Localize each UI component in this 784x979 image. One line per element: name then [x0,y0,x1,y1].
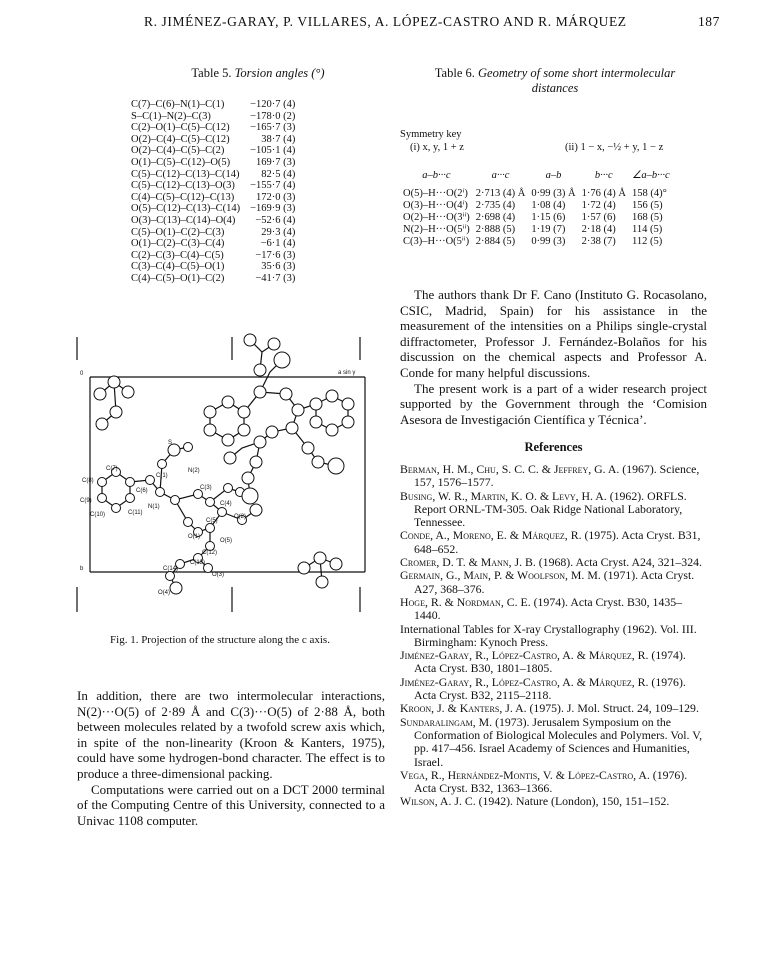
torsion-atoms: S–C(1)–N(2)–C(3) [131,110,211,122]
torsion-atoms: C(2)–C(3)–C(4)–C(5) [131,249,224,261]
figure-caption: Fig. 1. Projection of the structure along the c axis. [110,634,330,646]
fig-label-C13: C(13) [190,560,206,566]
paragraph-intermolecular: In addition, there are two intermolecular interactions, N(2)···O(5) of 2·89 Å and C(3)···O(5) of 2·88 Å, both between molecules related by a twofold screw axis which, in spite of the non-linearity (Kroon & Kanters, 1975), could have some hydrogen-bond character. The effect is to produce a three-dimensional packing. [77,688,385,781]
reference-source: (1976). Acta Cryst. B32, 2115–2118. [414,674,686,703]
geometry-cell: 0·99 (3) [531,236,566,247]
torsion-row [131,203,295,215]
geometry-cell: 158 (4)° [631,188,667,199]
reference-source: ORFLS. Report ORNL-TM-305. Oak Ridge National Laboratory, Tennessee. [414,488,687,530]
torsion-row [131,169,295,181]
torsion-row [131,227,295,239]
geometry-cell: 168 (5) [631,212,663,223]
torsion-atoms: C(4)–C(5)–C(12)–C(13) [131,191,235,203]
structure-projection [60,332,380,622]
reference-authors: Jiménez-Garay, R., López-Castro, A. & Márquez, R. [400,674,649,689]
fig-origin-label: 0 [80,371,84,377]
reference-source: International Tables for X-ray Crystallography (1962). Vol. III. Birmingham: Kynoch Press. [400,621,697,649]
table5-label: Table 5. [191,66,232,80]
torsion-angle: 82·5 (4) [261,168,296,180]
left-body-text [77,688,385,828]
reference-item [400,649,707,676]
torsion-angle: −6·1 (4) [260,238,296,250]
torsion-atoms: O(1)–C(5)–C(12)–O(5) [131,156,231,168]
geometry-row [400,200,673,212]
geometry-cell: 156 (5) [631,200,663,211]
reference-item [400,623,707,650]
torsion-row [131,261,295,273]
torsion-atoms: O(2)–C(4)–C(5)–C(2) [131,145,225,157]
torsion-atoms: C(2)–O(1)–C(5)–C(12) [131,122,230,134]
table6-caption [400,66,710,96]
geometry-cell: 1·08 (4) [531,200,566,211]
geometry-row [400,236,673,248]
reference-authors: Hoge, R. & Nordman, C. E. (1974). [400,594,568,609]
geometry-header: a–b [545,170,562,181]
fig-label-N2: N(2) [188,468,200,474]
table6-label: Table 6. [434,66,475,80]
torsion-atoms: C(3)–C(4)–C(5)–O(1) [131,261,225,273]
paragraph-acknowledgements: The authors thank Dr F. Cano (Instituto G. Rocasolano, CSIC, Madrid, Spain) for his assistance in the measurement of the intensities on a Philips single-crystal diffractometer, Professor J. Fernández-Bolaños for his discussion on the chemical aspects and Professor A. Conde for many helpful discussions. [400,287,707,380]
geometry-cell: 1·76 (4) Å [581,188,626,199]
torsion-row [131,180,295,192]
fig-label-C6: C(6) [136,488,148,494]
reference-authors: Cromer, D. T. & Mann, J. B. (1968). [400,555,574,570]
fig-label-S: S [168,440,173,446]
torsion-table [131,99,295,285]
reference-source: Nature (London), 150, 151–152. [515,794,670,809]
references-heading: References [524,440,583,454]
torsion-angle: −178·0 (2) [250,110,296,122]
geometry-cell: 2·888 (5) [475,224,516,235]
fig-label-C10: C(10) [90,512,106,518]
fig-b-axis-label: b [80,566,84,572]
geometry-header: a–b···c [422,170,451,181]
torsion-row [131,157,295,169]
table5 [128,66,388,285]
torsion-angle: 29·3 (4) [261,226,296,238]
reference-item [400,676,707,703]
reference-item [400,463,707,490]
reference-source: Acta Cryst. A27, 368–376. [414,568,695,596]
torsion-angle: −169·9 (3) [250,203,296,215]
reference-source: Science, 157, 1576–1577. [414,462,700,490]
geometry-row [400,188,673,200]
table5-title: Torsion angles (°) [234,66,325,80]
right-body-text [400,287,707,427]
reference-authors: Conde, A., Moreno, E. & Márquez, R. (1975). [400,528,619,543]
fig-label-O1: O(1) [188,534,200,540]
fig-label-C5: C(5) [206,518,218,524]
fig-label-C9: C(9) [80,498,92,504]
geometry-cell: 2·698 (4) [475,212,516,223]
geometry-cell: 2·713 (4) Å [475,188,526,199]
geometry-cell: 1·15 (6) [531,212,566,223]
reference-authors: Sundaralingam, M. (1973). [400,714,530,729]
torsion-row [131,122,295,134]
fig-label-C8: C(8) [82,478,94,484]
geometry-cell: 1·72 (4) [581,200,616,211]
torsion-atoms: O(3)–C(13)–C(14)–O(4) [131,214,236,226]
geometry-cell: C(3)–H···O(5ⁱⁱ) [403,236,470,247]
torsion-row [131,111,295,123]
geometry-cell: O(5)–H···O(2ⁱ) [403,188,468,199]
torsion-atoms: C(5)–O(1)–C(2)–C(3) [131,226,225,238]
symmetry-key-label: Symmetry key [400,129,462,140]
symmetry-key [400,128,710,154]
reference-source: J. Mol. Struct. 24, 109–129. [566,701,699,716]
torsion-atoms: O(2)–C(4)–C(5)–C(12) [131,133,230,145]
reference-source: Acta Cryst. A24, 321–324. [575,555,702,570]
figure-1 [60,332,380,646]
paragraph-funding: The present work is a part of a wider research project supported by the Government through the ‘Comision Asesora de Investigación Científica y Técnica’. [400,380,707,427]
reference-source: (1974). Acta Cryst. B30, 1801–1805. [414,648,686,676]
table6-title-1: Geometry of some short intermolecular [478,66,676,80]
geometry-cell: 2·735 (4) [475,200,516,211]
geometry-cell: 1·19 (7) [531,224,566,235]
fig-label-O4: O(4) [158,590,170,596]
torsion-angle: −165·7 (3) [250,122,296,134]
torsion-angle: −105·1 (4) [250,145,296,157]
geometry-cell: 2·18 (4) [581,224,616,235]
symmetry-ii: (ii) 1 − x, −½ + y, 1 − z [565,142,664,153]
torsion-angle: −120·7 (4) [250,99,296,110]
geometry-header: ∠a–b···c [631,170,670,181]
paragraph-computations: Computations were carried out on a DCT 2000 terminal of the Computing Centre of this University, connected to a Univac 1108 computer. [77,781,385,828]
geometry-cell: 2·38 (7) [581,236,616,247]
geometry-cell: O(2)–H···O(3ⁱⁱ) [403,212,470,223]
reference-authors: Busing, W. R., Martin, K. O. & Levy, H. A. (1962). [400,488,645,503]
reference-item [400,769,707,796]
torsion-angle: 172·0 (3) [256,191,296,203]
geometry-cell: 112 (5) [631,236,663,247]
fig-label-O2: O(2) [234,514,246,520]
table5-caption [128,66,388,81]
geometry-cell: O(3)–H···O(4ⁱ) [403,200,468,211]
reference-authors: Vega, R., Hernández-Montis, V. & López-Castro, A. [400,767,650,782]
reference-authors: Kroon, J. & Kanters, J. A. (1975). [400,701,564,716]
reference-source: Acta Cryst. B30, 1435–1440. [414,594,683,623]
symmetry-i: (i) x, y, 1 + z [410,142,464,153]
torsion-atoms: C(5)–C(12)–C(13)–O(3) [131,180,235,192]
torsion-atoms: C(5)–C(12)–C(13)–C(14) [131,168,240,180]
fig-label-C14: C(14) [163,566,179,572]
torsion-row [131,145,295,157]
reference-item [400,490,707,530]
torsion-angle: 38·7 (4) [261,133,296,145]
fig-a-axis-label: a sin γ [338,370,356,376]
reference-source: Acta Cryst. B31, 648–652. [414,528,701,556]
torsion-row [131,99,295,111]
reference-authors: Berman, H. M., Chu, S. C. C. & Jeffrey, G. A. (1967). [400,462,657,476]
geometry-row [400,224,673,236]
reference-item [400,529,707,556]
fig-label-C7: C(7) [106,466,118,472]
torsion-row [131,273,295,285]
table6 [400,66,710,248]
fig-label-C12: C(12) [202,550,218,556]
reference-authors: Wilson, A. J. C. (1942). [400,794,514,809]
torsion-angle: 169·7 (3) [256,156,296,168]
reference-item [400,569,707,596]
torsion-angle: −41·7 (3) [255,272,296,284]
torsion-row [131,215,295,227]
reference-source: Jerusalem Symposium on the Conformation of Biological Molecules and Polymers. Vol. V, pp. 417–456. Israel Academy of Sciences and Humanities, Israel. [414,714,703,769]
geometry-cell: N(2)–H···O(5ⁱⁱ) [403,224,470,235]
torsion-row [131,134,295,146]
reference-item [400,596,707,623]
torsion-angle: −17·6 (3) [255,249,296,261]
torsion-angle: −155·7 (4) [250,180,296,192]
torsion-atoms: O(1)–C(2)–C(3)–C(4) [131,238,225,250]
fig-label-O3: O(3) [212,572,224,578]
geometry-table [400,170,673,248]
geometry-cell: 114 (5) [631,224,663,235]
geometry-cell: 2·884 (5) [475,236,516,247]
reference-authors: Jiménez-Garay, R., López-Castro, A. & Márquez, R. [400,648,649,663]
table6-title-2: distances [531,81,579,95]
header-authors: R. JIMÉNEZ-GARAY, P. VILLARES, A. LÓPEZ-CASTRO AND R. MÁRQUEZ [144,14,627,29]
geometry-header: b···c [594,170,613,181]
torsion-row [131,238,295,250]
reference-authors: Germain, G., Main, P. & Woolfson, M. M. (1971). [400,568,639,583]
fig-label-N1: N(1) [148,504,160,510]
geometry-cell: 1·57 (6) [581,212,616,223]
torsion-angle: 35·6 (3) [261,261,296,273]
reference-item [400,702,707,715]
geometry-row [400,212,673,224]
torsion-row [131,192,295,204]
fig-label-C1: C(1) [156,473,168,479]
reference-item [400,556,707,569]
torsion-atoms: C(4)–C(5)–O(1)–C(2) [131,272,225,284]
torsion-row [131,250,295,262]
reference-item [400,716,707,769]
geometry-header: a···c [491,170,510,181]
fig-label-C11: C(11) [128,510,143,516]
references-list [400,463,707,809]
geometry-cell: 0·99 (3) Å [531,188,576,199]
page-number: 187 [697,14,720,29]
torsion-atoms: O(5)–C(12)–C(13)–C(14) [131,203,241,215]
torsion-atoms: C(7)–C(6)–N(1)–C(1) [131,99,225,110]
fig-label-C3: C(3) [200,485,212,491]
fig-label-C4: C(4) [220,501,232,507]
fig-label-O5: O(5) [220,538,232,544]
references [400,440,707,809]
reference-item [400,795,707,808]
reference-source: (1976). Acta Cryst. B32, 1363–1366. [414,767,688,796]
torsion-angle: −52·6 (4) [255,214,296,226]
